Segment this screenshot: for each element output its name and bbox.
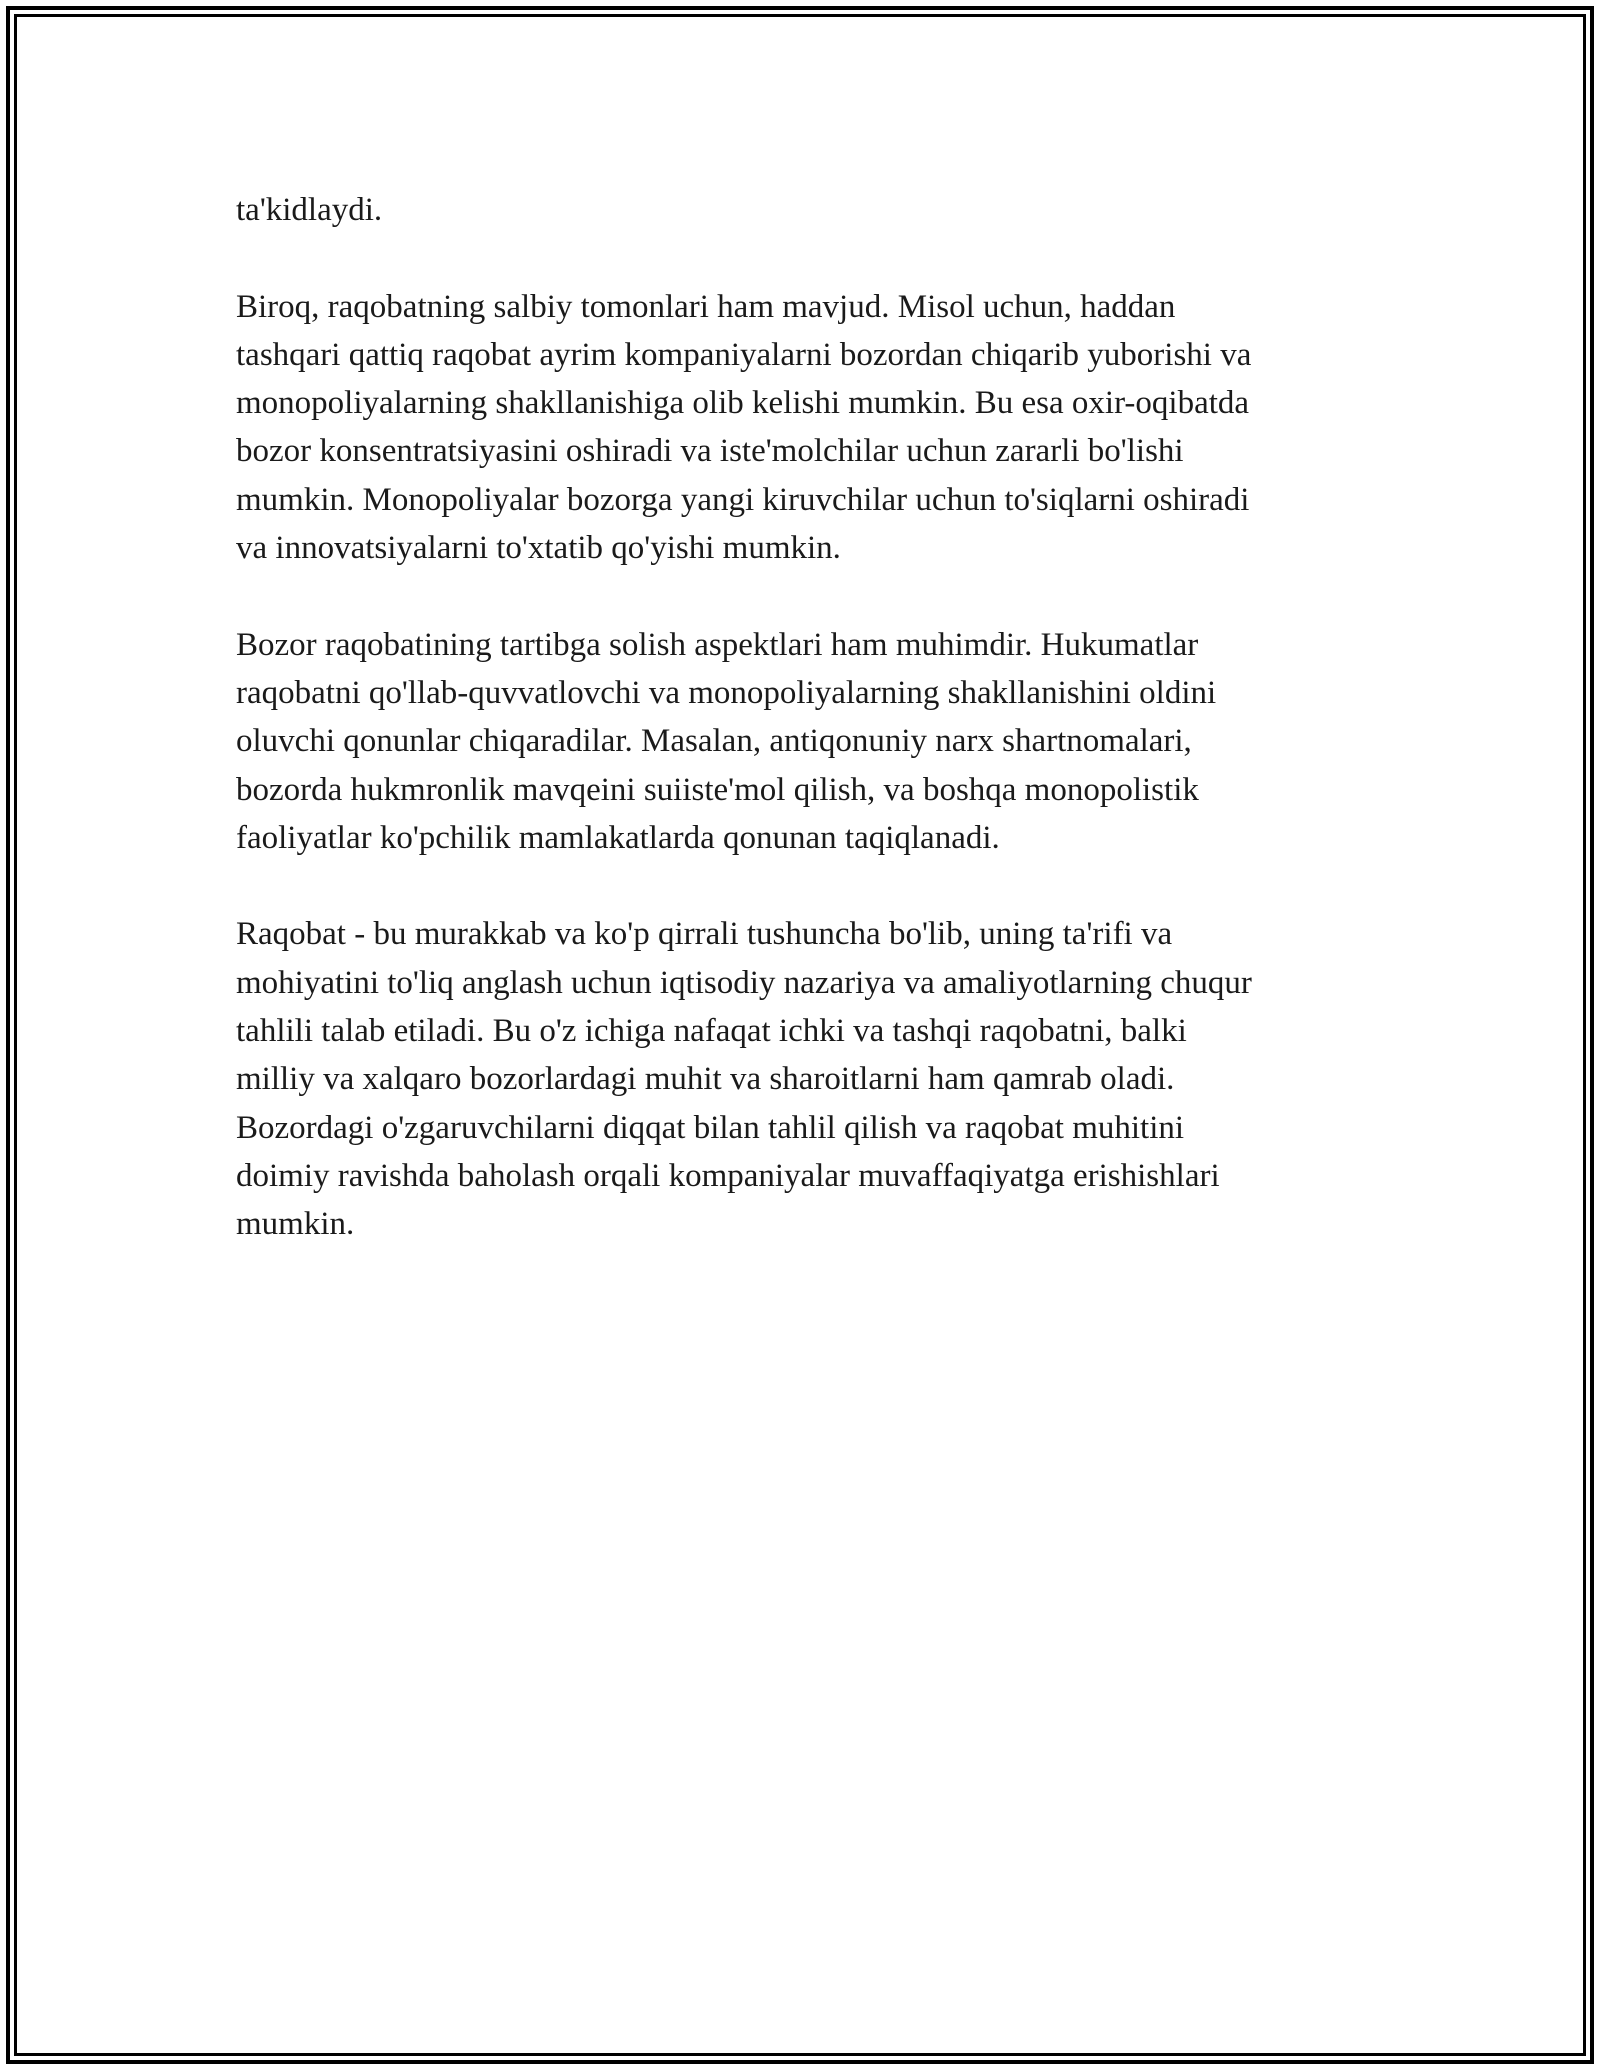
paragraph-negative-aspects: Biroq, raqobatning salbiy tomonlari ham mavjud. Misol uchun, haddan tashqari qattiq raqobat ayrim kompaniyalarni bozordan chiqarib yuborishi va monopoliyalarning shakllanishiga olib kelishi mumkin. Bu esa oxir-oqibatda bozor konsentratsiyasini oshiradi va iste'molchilar uchun zararli bo'lishi mumkin. Monopoliyalar bozorga yangi kiruvchilar uchun to'siqlarni oshiradi va innovatsiyalarni to'xtatib qo'yishi mumkin. xyxy=(236,288,1252,567)
paragraph-conclusion: Raqobat - bu murakkab va ko'p qirrali tushuncha bo'lib, uning ta'rifi va mohiyatini to'liq anglash uchun iqtisodiy nazariya va amaliyotlarning chuqur tahlili talab etiladi. Bu o'z ichiga nafaqat ichki va tashqi raqobatni, balki milliy va xalqaro bozorlardagi muhit va sharoitlarni ham qamrab oladi. Bozordagi o'zgaruvchilarni diqqat bilan tahlil qilish va raqobat muhitini doimiy ravishda baholash orqali kompaniyalar muvaffaqiyatga erishishlari mumkin. xyxy=(236,916,1252,1243)
paragraph-regulation: Bozor raqobatining tartibga solish aspektlari ham muhimdir. Hukumatlar raqobatni qo'llab-quvvatlovchi va monopoliyalarning shakllanishini oldini oluvchi qonunlar chiqaradilar. Masalan, antiqonuniy narx shartnomalari, bozorda hukmronlik mavqeini suiiste'mol qilish, va boshqa monopolistik faoliyatlar ko'pchilik mamlakatlarda qonunan taqiqlanadi. xyxy=(236,626,1217,856)
document-body xyxy=(236,186,1376,1297)
paragraph-continuation: ta'kidlaydi. xyxy=(236,192,383,228)
